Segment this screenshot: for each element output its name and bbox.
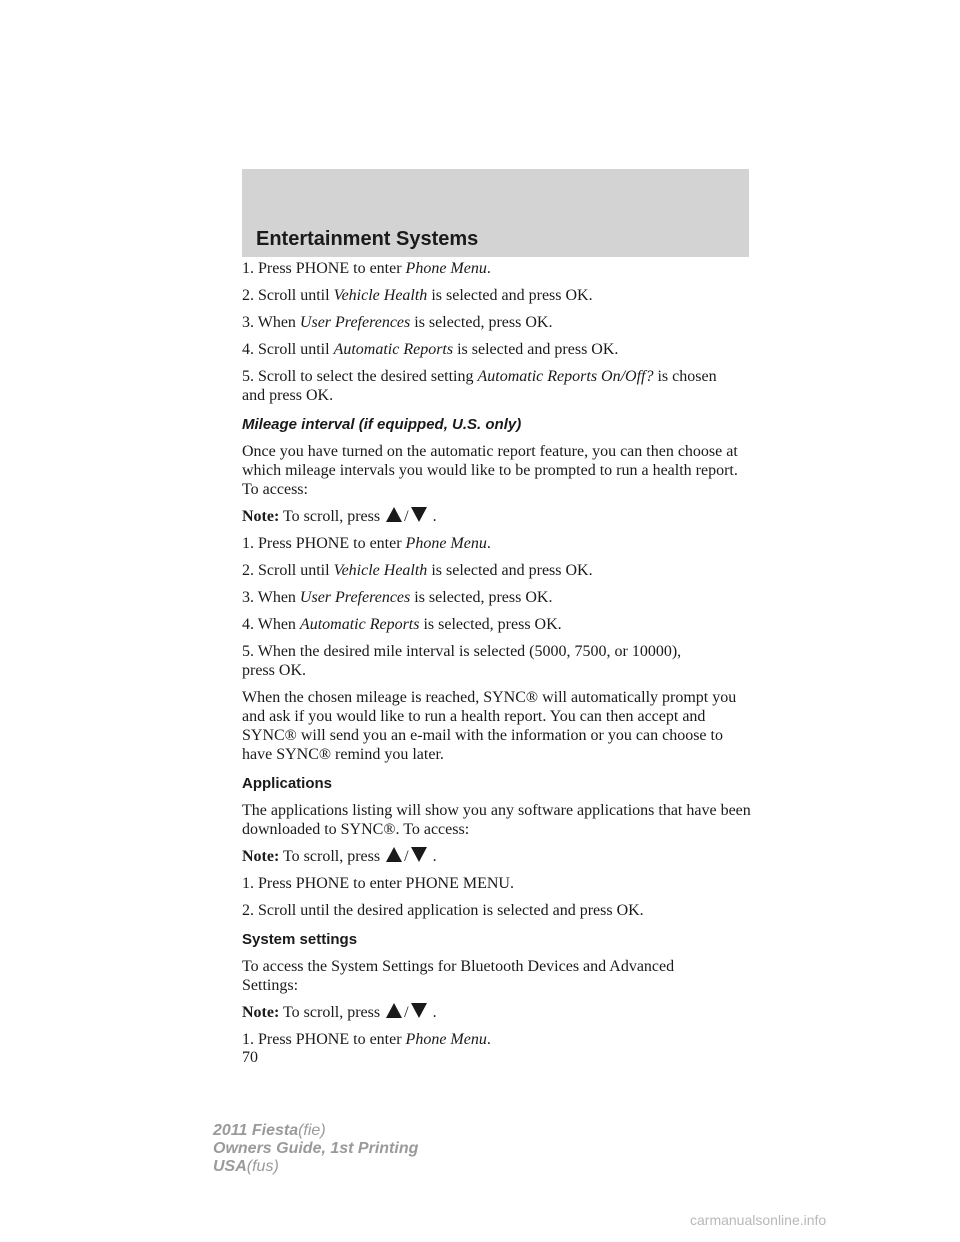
mileage-heading: Mileage interval (if equipped, U.S. only) xyxy=(242,416,522,433)
applications-intro: The applications listing will show you any software applications that have been downloaded to SYNC®. To access: xyxy=(242,802,751,838)
system-heading: System settings xyxy=(242,931,358,948)
system-intro: To access the System Settings for Bluetooth Devices and Advanced Settings: xyxy=(242,958,675,994)
note: Note: To scroll, press / . xyxy=(242,508,437,525)
footer: 2011 Fiesta(fie) Owners Guide, 1st Printing USA(fus) xyxy=(213,1122,419,1175)
step: 2. Scroll until the desired application is selected and press OK. xyxy=(242,902,644,919)
step: 4. When Automatic Reports is selected, press OK. xyxy=(242,616,562,633)
sync-paragraph: When the chosen mileage is reached, SYNC® will automatically prompt you and ask if you would like to run a health report. You can then accept and SYNC® will send you an e-mail with the information or you can choose to have SYNC® remind you later. xyxy=(242,689,737,763)
page-number: 70 xyxy=(242,1049,258,1066)
arrow-up-icon xyxy=(386,507,402,522)
applications-heading: Applications xyxy=(242,775,333,792)
step: 1. Press PHONE to enter Phone Menu. xyxy=(242,535,491,552)
step: 3. When User Preferences is selected, press OK. xyxy=(242,314,553,331)
note: Note: To scroll, press / . xyxy=(242,1004,437,1021)
arrow-up-icon xyxy=(386,847,402,862)
section-title: Entertainment Systems xyxy=(256,228,479,250)
arrow-down-icon xyxy=(411,1003,427,1018)
step: 1. Press PHONE to enter Phone Menu. xyxy=(242,1031,491,1048)
step: 5. When the desired mile interval is selected (5000, 7500, or 10000), press OK. xyxy=(242,643,682,679)
step: 5. Scroll to select the desired setting Automatic Reports On/Off? is chosen and press OK. xyxy=(242,368,717,404)
watermark: carmanualsonline.info xyxy=(690,1212,827,1228)
step: 2. Scroll until Vehicle Health is selected and press OK. xyxy=(242,562,593,579)
arrow-up-icon xyxy=(386,1003,402,1018)
step: 1. Press PHONE to enter PHONE MENU. xyxy=(242,875,514,892)
note: Note: To scroll, press / . xyxy=(242,848,437,865)
step: 3. When User Preferences is selected, press OK. xyxy=(242,589,553,606)
arrow-down-icon xyxy=(411,847,427,862)
page-content xyxy=(242,259,762,1057)
mileage-intro: Once you have turned on the automatic report feature, you can then choose at which mileage intervals you would like to be prompted to run a health report. To access: xyxy=(242,443,738,498)
step: 1. Press PHONE to enter Phone Menu. xyxy=(242,260,491,277)
arrow-down-icon xyxy=(411,507,427,522)
step: 4. Scroll until Automatic Reports is selected and press OK. xyxy=(242,341,619,358)
step: 2. Scroll until Vehicle Health is selected and press OK. xyxy=(242,287,593,304)
